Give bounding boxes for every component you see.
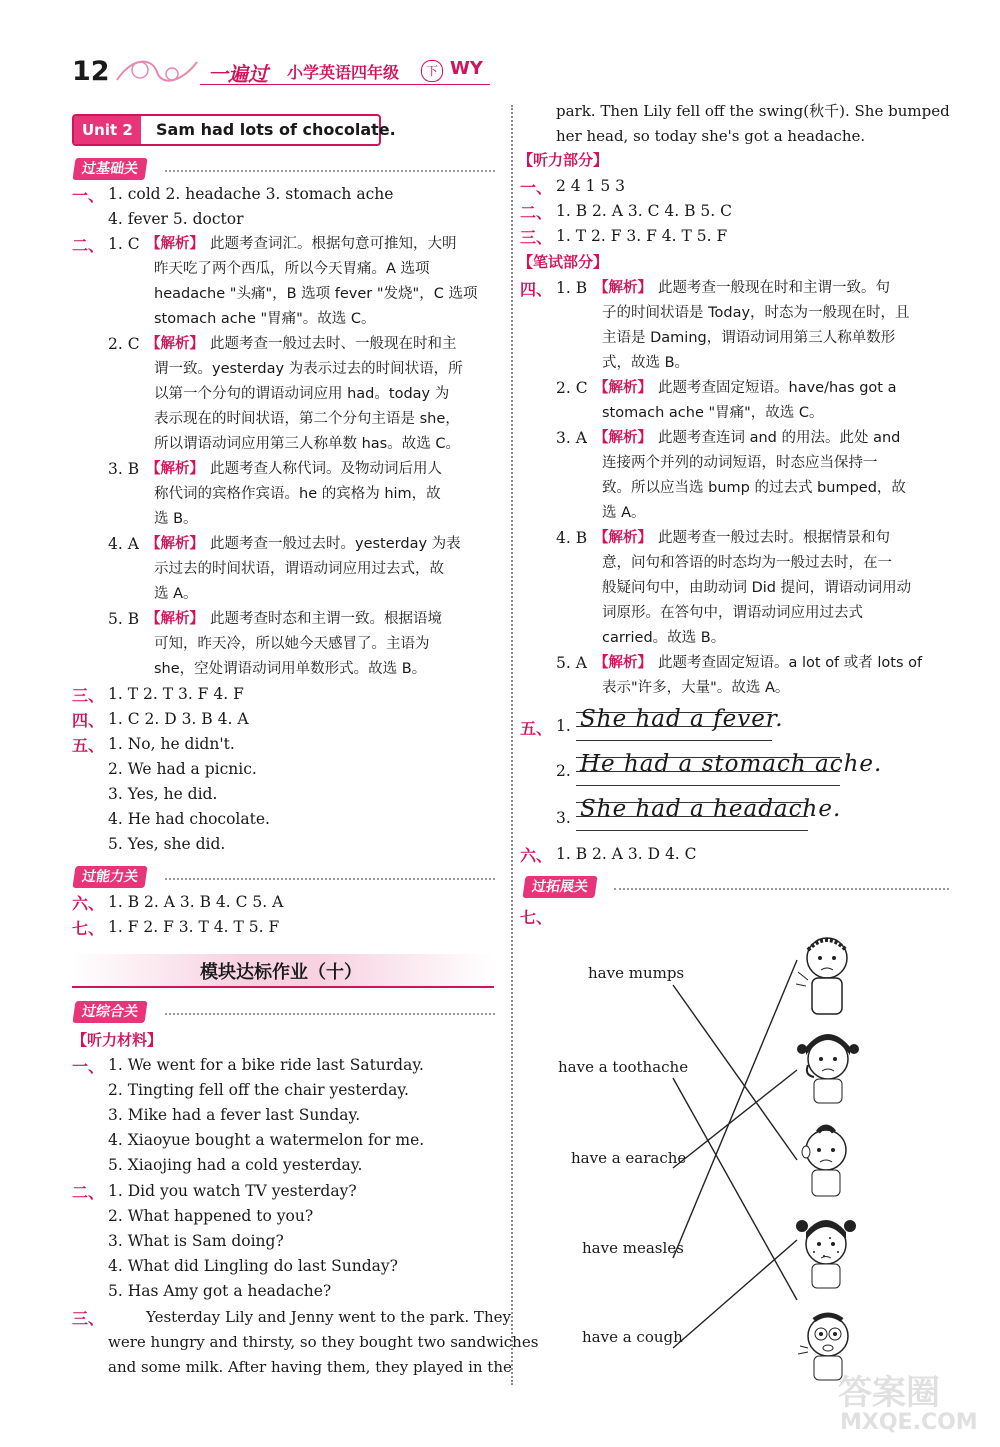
answer-line: 4. fever 5. doctor (108, 210, 244, 228)
item-number: 1. B (556, 279, 588, 297)
explanation-line: 示过去的时间状语，谓语动词应用过去式，故 (154, 561, 444, 577)
analysis-tag: 【解析】 (594, 530, 652, 546)
watermark-site: MXQE.COM (840, 1410, 978, 1435)
girl-measles-illustration (794, 1210, 858, 1290)
explanation-line: 连接两个并列的动词短语，时态应当保持一 (602, 455, 878, 471)
q-number: 一、 (72, 186, 105, 205)
q-number: 五、 (520, 719, 553, 738)
q-number: 二、 (72, 236, 105, 255)
match-label: have measles (582, 1239, 684, 1257)
explanation-line: 昨天吃了两个西瓜，所以今天胃痛。A 选项 (154, 261, 430, 277)
analysis-tag: 【解析】 (146, 236, 204, 252)
listening-part-label: 【听力部分】 (518, 151, 609, 169)
explanation-line: 词原形。在答句中，谓语动词应用过去式 (602, 605, 863, 621)
match-label: have mumps (588, 964, 685, 982)
explanation-line: 此题考查固定短语。a lot of 或者 lots of (658, 655, 923, 671)
item-number: 5. A (556, 654, 587, 672)
explanation-line: 表示"许多，大量"。故选 A。 (602, 680, 790, 696)
script-line: 1. We went for a bike ride last Saturday. (108, 1056, 424, 1074)
answer-line: 1. cold 2. headache 3. stomach ache (108, 185, 394, 203)
q-number: 三、 (72, 1309, 105, 1328)
answer-line: 5. Yes, she did. (108, 835, 226, 853)
answer-line: 1. F 2. F 3. T 4. T 5. F (108, 918, 280, 936)
item-number: 3. (556, 809, 571, 827)
script-line: 4. What did Lingling do last Sunday? (108, 1257, 398, 1275)
explanation-line: 此题考查词汇。根据句意可推知，大明 (210, 236, 457, 252)
unit-title: Sam had lots of chocolate. (156, 120, 396, 139)
passage-line: were hungry and thirsty, so they bought two sandwiches (108, 1333, 539, 1351)
script-line: 2. What happened to you? (108, 1207, 314, 1225)
explanation-line: 此题考查一般过去时。根据情景和句 (658, 530, 890, 546)
q-number: 四、 (520, 280, 553, 299)
explanation-line: 选 A。 (602, 505, 646, 521)
item-number: 2. C (556, 379, 588, 397)
q-number: 二、 (520, 203, 553, 222)
answer-line: 3. Yes, he did. (108, 785, 218, 803)
explanation-line: 称代词的宾格作宾语。he 的宾格为 him，故 (154, 486, 441, 502)
explanation-line: 可知，昨天冷，所以她今天感冒了。主语为 (154, 636, 430, 652)
answer-line: 1. B 2. A 3. B 4. C 5. A (108, 893, 284, 911)
explanation-line: 此题考查人称代词。及物动词后用人 (210, 461, 442, 477)
explanation-line: 式，故选 B。 (602, 355, 690, 371)
explanation-line: stomach ache "胃痛"。故选 C。 (154, 311, 376, 327)
term-badge: 下 (421, 60, 443, 82)
edition-label: WY (450, 58, 483, 79)
analysis-tag: 【解析】 (146, 536, 204, 552)
script-line: 1. Did you watch TV yesterday? (108, 1182, 357, 1200)
explanation-line: 此题考查一般现在时和主谓一致。句 (658, 280, 890, 296)
section-badge-basics: 过基础关 (72, 158, 147, 180)
match-label: have a cough (582, 1328, 683, 1346)
item-number: 5. B (108, 610, 140, 628)
item-number: 3. B (108, 460, 140, 478)
explanation-line: 此题考查一般过去时、一般现在时和主 (210, 336, 457, 352)
explanation-line: 选 A。 (154, 586, 198, 602)
item-number: 3. A (556, 429, 587, 447)
girl-toothache-illustration (794, 1025, 860, 1105)
q-number: 三、 (72, 686, 105, 705)
explanation-line: 意，问句和答语的时态均为一般过去时，在一 (602, 555, 892, 571)
explanation-line: 致。所以应当选 bump 的过去式 bumped，故 (602, 480, 906, 496)
item-number: 1. (556, 717, 571, 735)
explanation-line: 主语是 Daming，谓语动词用第三人称单数形 (602, 330, 896, 346)
q-number: 一、 (520, 178, 553, 197)
explanation-line: 此题考查固定短语。have/has got a (658, 380, 897, 396)
explanation-line: she，空处谓语动词用单数形式。故选 B。 (154, 661, 427, 677)
item-number: 1. C (108, 235, 140, 253)
q-number: 三、 (520, 228, 553, 247)
explanation-line: 般疑问句中，由助动词 Did 提问，谓语动词用动 (602, 580, 912, 596)
analysis-tag: 【解析】 (146, 461, 204, 477)
script-line: 2. Tingting fell off the chair yesterday. (108, 1081, 409, 1099)
page-number: 12 (72, 56, 110, 87)
answer-line: 2. We had a picnic. (108, 760, 257, 778)
q-number: 二、 (72, 1183, 105, 1202)
script-line: 4. Xiaoyue bought a watermelon for me. (108, 1131, 425, 1149)
watermark-logo: 答案圈 (838, 1373, 940, 1413)
item-number: 4. A (108, 535, 139, 553)
analysis-tag: 【解析】 (146, 611, 204, 627)
analysis-tag: 【解析】 (594, 430, 652, 446)
explanation-line: 选 B。 (154, 511, 198, 527)
handwritten-answer: She had a headache. (580, 796, 842, 822)
match-label: have a toothache (558, 1058, 689, 1076)
explanation-line: stomach ache "胃痛"，故选 C。 (602, 405, 824, 421)
child-mumps-illustration (796, 928, 858, 1018)
explanation-line: 此题考查一般过去时。yesterday 为表 (210, 536, 461, 552)
item-number: 4. B (556, 529, 588, 547)
explanation-line: 此题考查连词 and 的用法。此处 and (658, 430, 901, 446)
answer-line: 1. C 2. D 3. B 4. A (108, 710, 249, 728)
analysis-tag: 【解析】 (594, 655, 652, 671)
handwritten-answer: He had a stomach ache. (580, 751, 883, 777)
q-number: 六、 (520, 846, 553, 865)
answer-line: 1. T 2. T 3. F 4. F (108, 685, 244, 703)
subject-title: 小学英语四年级 (287, 63, 400, 82)
script-line: 3. What is Sam doing? (108, 1232, 284, 1250)
listening-material-label: 【听力材料】 (72, 1031, 163, 1049)
item-number: 2. (556, 762, 571, 780)
explanation-line: 以第一个分句的谓语动词应用 had。today 为 (154, 386, 450, 402)
q-number: 一、 (72, 1057, 105, 1076)
script-line: 5. Xiaojing had a cold yesterday. (108, 1156, 363, 1174)
analysis-tag: 【解析】 (594, 280, 652, 296)
explanation-line: 表示现在的时间状语，第二个分句主语是 she， (154, 411, 460, 427)
answer-line: 1. T 2. F 3. F 4. T 5. F (556, 227, 728, 245)
analysis-tag: 【解析】 (594, 380, 652, 396)
item-number: 2. C (108, 335, 140, 353)
passage-line: Yesterday Lily and Jenny went to the park. They (146, 1308, 511, 1326)
script-line: 3. Mike had a fever last Sunday. (108, 1106, 361, 1124)
handwritten-answer: She had a fever. (580, 706, 784, 732)
answer-line: 4. He had chocolate. (108, 810, 270, 828)
passage-line: her head, so today she's got a headache. (556, 127, 866, 145)
explanation-line: headache "头痛"，B 选项 fever "发烧"，C 选项 (154, 286, 478, 302)
answer-line: 2 4 1 5 3 (556, 177, 626, 195)
explanation-line: 谓一致。yesterday 为表示过去的时间状语，所 (154, 361, 463, 377)
brand-logo: 一遍过 (208, 62, 268, 86)
unit-label: Unit 2 (74, 116, 141, 144)
explanation-line: carried。故选 B。 (602, 630, 726, 646)
answer-line: 1. No, he didn't. (108, 735, 235, 753)
module-title: 模块达标作业（十） (200, 962, 362, 983)
answer-line: 1. B 2. A 3. D 4. C (556, 845, 697, 863)
section-badge-ability: 过能力关 (72, 866, 147, 888)
q-number: 七、 (72, 919, 105, 938)
analysis-tag: 【解析】 (146, 336, 204, 352)
explanation-line: 子的时间状语是 Today，时态为一般现在时，且 (602, 305, 910, 321)
match-label: have a earache (571, 1149, 687, 1167)
passage-line: park. Then Lily fell off the swing(秋千). She bumped (556, 102, 950, 120)
q-number: 五、 (72, 736, 105, 755)
explanation-line: 此题考查时态和主谓一致。根据语境 (210, 611, 442, 627)
section-badge-comprehensive: 过综合关 (72, 1001, 147, 1023)
q-number: 四、 (72, 711, 105, 730)
section-badge-extension: 过拓展关 (522, 876, 597, 898)
passage-line: and some milk. After having them, they played in the (108, 1358, 512, 1376)
script-line: 5. Has Amy got a headache? (108, 1282, 332, 1300)
boy-earache-illustration (796, 1118, 856, 1198)
written-part-label: 【笔试部分】 (518, 253, 609, 271)
answer-line: 1. B 2. A 3. C 4. B 5. C (556, 202, 732, 220)
explanation-line: 所以谓语动词应用第三人称单数 has。故选 C。 (154, 436, 460, 452)
q-number: 七、 (520, 908, 553, 927)
q-number: 六、 (72, 894, 105, 913)
